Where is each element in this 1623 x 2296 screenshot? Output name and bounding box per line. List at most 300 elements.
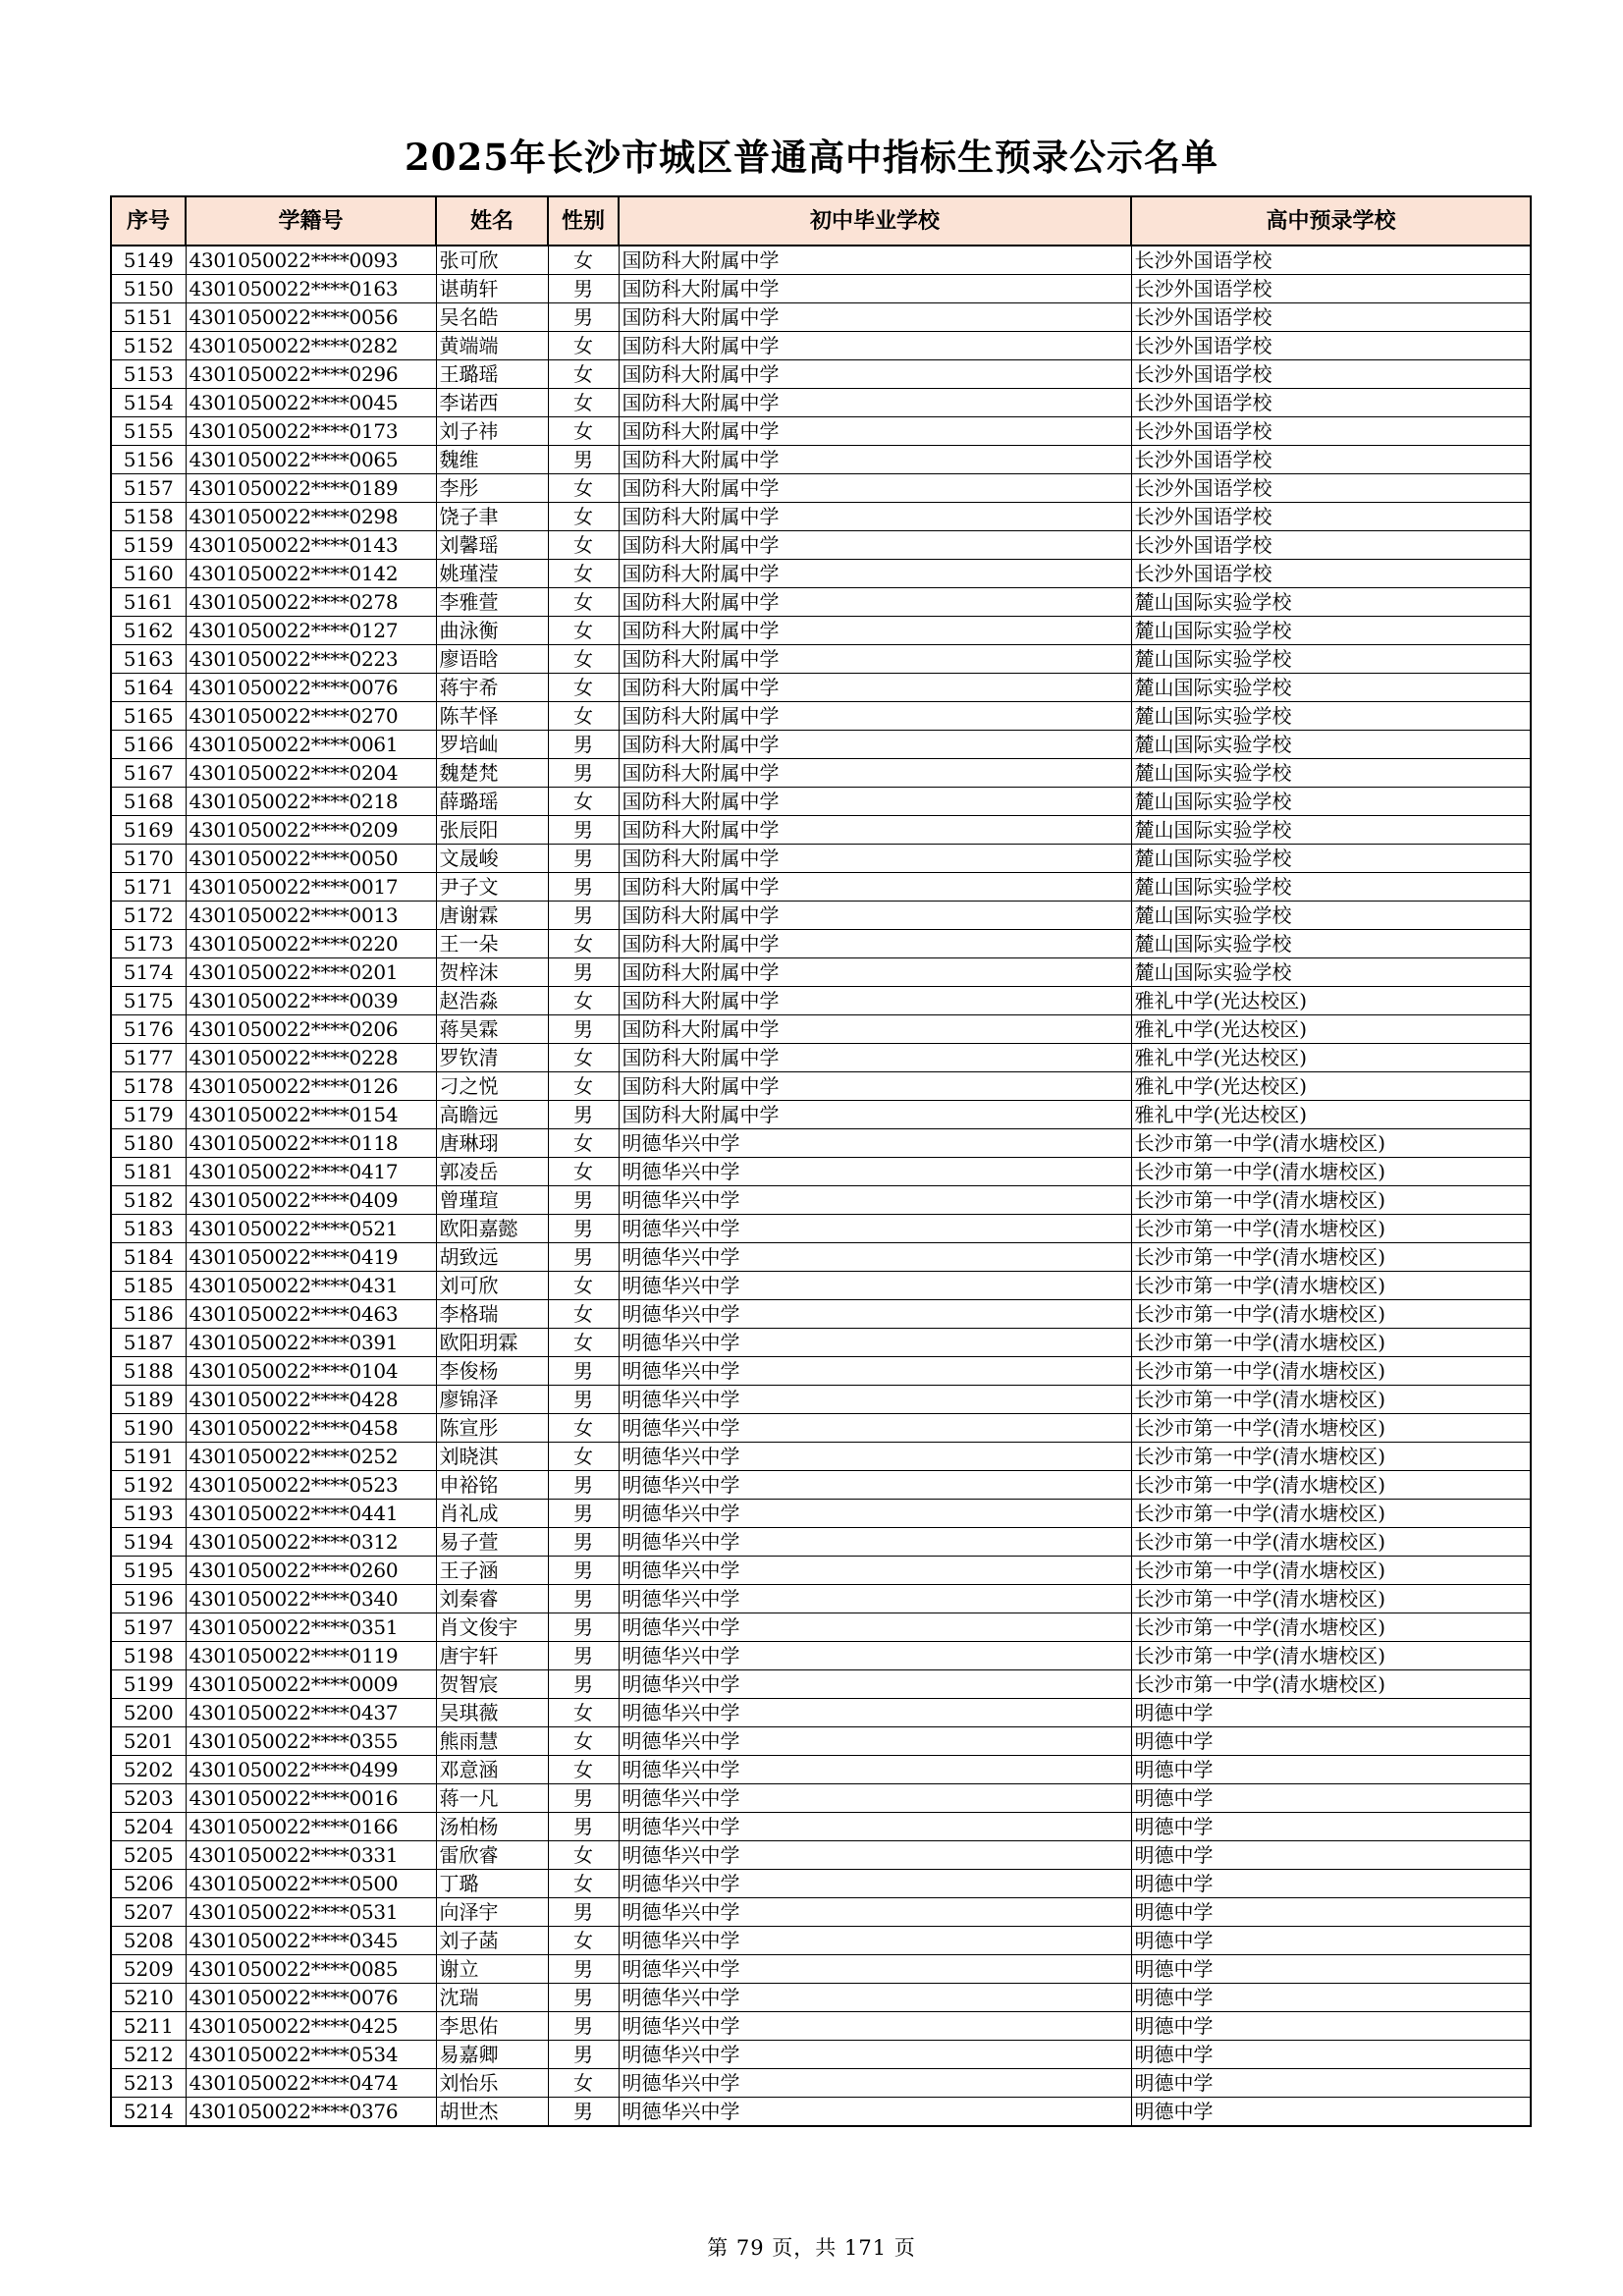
cell-seq: 5191	[111, 1443, 186, 1471]
table-header-row	[111, 196, 1531, 246]
cell-name: 蒋昊霖	[436, 1015, 548, 1044]
cell-name: 熊雨慧	[436, 1727, 548, 1756]
cell-seq: 5168	[111, 788, 186, 816]
cell-gender: 女	[548, 1699, 619, 1727]
cell-student-id: 4301050022****0127	[186, 617, 436, 645]
cell-junior-school: 明德华兴中学	[619, 1129, 1131, 1158]
cell-seq: 5197	[111, 1613, 186, 1642]
cell-seq: 5151	[111, 303, 186, 332]
cell-seq: 5188	[111, 1357, 186, 1386]
cell-name: 李格瑞	[436, 1300, 548, 1329]
cell-junior-school: 国防科大附属中学	[619, 531, 1131, 560]
table-row	[111, 702, 1531, 731]
cell-student-id: 4301050022****0061	[186, 731, 436, 759]
table-row	[111, 1528, 1531, 1557]
cell-name: 文晟峻	[436, 845, 548, 873]
cell-junior-school: 国防科大附属中学	[619, 503, 1131, 531]
cell-senior-school: 长沙外国语学校	[1131, 417, 1531, 446]
cell-seq: 5184	[111, 1243, 186, 1272]
cell-seq: 5157	[111, 474, 186, 503]
cell-student-id: 4301050022****0142	[186, 560, 436, 588]
cell-gender: 男	[548, 1670, 619, 1699]
table-row	[111, 474, 1531, 503]
cell-senior-school: 雅礼中学(光达校区)	[1131, 987, 1531, 1015]
cell-junior-school: 国防科大附属中学	[619, 731, 1131, 759]
table-row	[111, 1386, 1531, 1414]
cell-name: 刘怡乐	[436, 2069, 548, 2098]
cell-student-id: 4301050022****0499	[186, 1756, 436, 1784]
cell-student-id: 4301050022****0126	[186, 1072, 436, 1101]
cell-name: 李俊杨	[436, 1357, 548, 1386]
table-row	[111, 617, 1531, 645]
cell-gender: 女	[548, 1414, 619, 1443]
cell-senior-school: 长沙外国语学校	[1131, 446, 1531, 474]
cell-gender: 女	[548, 588, 619, 617]
cell-name: 肖礼成	[436, 1500, 548, 1528]
cell-senior-school: 长沙市第一中学(清水塘校区)	[1131, 1243, 1531, 1272]
cell-gender: 女	[548, 2069, 619, 2098]
cell-gender: 男	[548, 1642, 619, 1670]
cell-gender: 男	[548, 1101, 619, 1129]
cell-name: 沈瑞	[436, 1984, 548, 2012]
cell-student-id: 4301050022****0298	[186, 503, 436, 531]
cell-gender: 男	[548, 2098, 619, 2127]
cell-gender: 男	[548, 902, 619, 930]
cell-name: 薛璐瑶	[436, 788, 548, 816]
cell-student-id: 4301050022****0252	[186, 1443, 436, 1471]
cell-senior-school: 长沙外国语学校	[1131, 303, 1531, 332]
cell-senior-school: 明德中学	[1131, 1955, 1531, 1984]
cell-senior-school: 麓山国际实验学校	[1131, 617, 1531, 645]
cell-junior-school: 国防科大附属中学	[619, 930, 1131, 958]
table-row	[111, 2012, 1531, 2041]
cell-gender: 女	[548, 560, 619, 588]
cell-senior-school: 长沙市第一中学(清水塘校区)	[1131, 1186, 1531, 1215]
cell-gender: 男	[548, 275, 619, 303]
cell-gender: 男	[548, 1015, 619, 1044]
cell-junior-school: 明德华兴中学	[619, 1158, 1131, 1186]
table-row	[111, 930, 1531, 958]
cell-senior-school: 长沙外国语学校	[1131, 474, 1531, 503]
cell-seq: 5192	[111, 1471, 186, 1500]
cell-student-id: 4301050022****0458	[186, 1414, 436, 1443]
cell-name: 向泽宇	[436, 1898, 548, 1927]
cell-student-id: 4301050022****0016	[186, 1784, 436, 1813]
table-row	[111, 1243, 1531, 1272]
cell-student-id: 4301050022****0013	[186, 902, 436, 930]
cell-junior-school: 国防科大附属中学	[619, 845, 1131, 873]
cell-gender: 女	[548, 1443, 619, 1471]
cell-name: 贺梓沫	[436, 958, 548, 987]
table-row	[111, 1898, 1531, 1927]
cell-gender: 男	[548, 759, 619, 788]
table-row	[111, 1186, 1531, 1215]
column-header-seq: 序号	[111, 196, 186, 246]
table-row	[111, 845, 1531, 873]
cell-senior-school: 明德中学	[1131, 1870, 1531, 1898]
cell-name: 魏维	[436, 446, 548, 474]
cell-gender: 女	[548, 389, 619, 417]
cell-junior-school: 明德华兴中学	[619, 1528, 1131, 1557]
cell-gender: 男	[548, 2041, 619, 2069]
cell-name: 肖文俊宇	[436, 1613, 548, 1642]
cell-seq: 5162	[111, 617, 186, 645]
cell-seq: 5150	[111, 275, 186, 303]
table-row	[111, 360, 1531, 389]
cell-junior-school: 明德华兴中学	[619, 1898, 1131, 1927]
cell-seq: 5167	[111, 759, 186, 788]
cell-student-id: 4301050022****0204	[186, 759, 436, 788]
cell-student-id: 4301050022****0076	[186, 674, 436, 702]
cell-student-id: 4301050022****0093	[186, 246, 436, 275]
table-row	[111, 1471, 1531, 1500]
cell-senior-school: 长沙市第一中学(清水塘校区)	[1131, 1329, 1531, 1357]
cell-gender: 女	[548, 1756, 619, 1784]
cell-name: 吴名皓	[436, 303, 548, 332]
cell-student-id: 4301050022****0228	[186, 1044, 436, 1072]
cell-name: 姚瑾滢	[436, 560, 548, 588]
table-row	[111, 1984, 1531, 2012]
cell-senior-school: 麓山国际实验学校	[1131, 674, 1531, 702]
cell-student-id: 4301050022****0441	[186, 1500, 436, 1528]
cell-name: 蒋一凡	[436, 1784, 548, 1813]
cell-junior-school: 国防科大附属中学	[619, 816, 1131, 845]
table-row	[111, 1670, 1531, 1699]
cell-seq: 5196	[111, 1585, 186, 1613]
cell-gender: 女	[548, 645, 619, 674]
cell-seq: 5186	[111, 1300, 186, 1329]
cell-junior-school: 明德华兴中学	[619, 2012, 1131, 2041]
cell-student-id: 4301050022****0260	[186, 1557, 436, 1585]
cell-senior-school: 长沙外国语学校	[1131, 389, 1531, 417]
cell-name: 陈宣彤	[436, 1414, 548, 1443]
cell-seq: 5207	[111, 1898, 186, 1927]
table-row	[111, 2069, 1531, 2098]
table-row	[111, 503, 1531, 531]
cell-seq: 5185	[111, 1272, 186, 1300]
cell-seq: 5201	[111, 1727, 186, 1756]
cell-student-id: 4301050022****0431	[186, 1272, 436, 1300]
cell-name: 刁之悦	[436, 1072, 548, 1101]
table-row	[111, 303, 1531, 332]
cell-name: 申裕铭	[436, 1471, 548, 1500]
table-row	[111, 902, 1531, 930]
table-body	[111, 246, 1531, 2126]
table-row	[111, 1699, 1531, 1727]
cell-student-id: 4301050022****0163	[186, 275, 436, 303]
cell-junior-school: 明德华兴中学	[619, 1756, 1131, 1784]
table-row	[111, 417, 1531, 446]
cell-student-id: 4301050022****0056	[186, 303, 436, 332]
cell-senior-school: 雅礼中学(光达校区)	[1131, 1101, 1531, 1129]
cell-seq: 5158	[111, 503, 186, 531]
cell-seq: 5187	[111, 1329, 186, 1357]
cell-senior-school: 麓山国际实验学校	[1131, 902, 1531, 930]
table-row	[111, 1727, 1531, 1756]
cell-seq: 5166	[111, 731, 186, 759]
cell-student-id: 4301050022****0104	[186, 1357, 436, 1386]
cell-junior-school: 明德华兴中学	[619, 1471, 1131, 1500]
cell-name: 高瞻远	[436, 1101, 548, 1129]
cell-student-id: 4301050022****0428	[186, 1386, 436, 1414]
cell-senior-school: 明德中学	[1131, 2069, 1531, 2098]
cell-gender: 女	[548, 246, 619, 275]
cell-student-id: 4301050022****0351	[186, 1613, 436, 1642]
cell-senior-school: 长沙外国语学校	[1131, 332, 1531, 360]
cell-gender: 男	[548, 1955, 619, 1984]
cell-gender: 男	[548, 446, 619, 474]
cell-name: 李彤	[436, 474, 548, 503]
cell-student-id: 4301050022****0143	[186, 531, 436, 560]
cell-senior-school: 麓山国际实验学校	[1131, 816, 1531, 845]
cell-seq: 5175	[111, 987, 186, 1015]
cell-gender: 男	[548, 1500, 619, 1528]
cell-name: 刘子祎	[436, 417, 548, 446]
table-row	[111, 531, 1531, 560]
table-row	[111, 731, 1531, 759]
table-row	[111, 1414, 1531, 1443]
cell-gender: 男	[548, 2012, 619, 2041]
cell-gender: 男	[548, 958, 619, 987]
cell-student-id: 4301050022****0154	[186, 1101, 436, 1129]
cell-gender: 女	[548, 474, 619, 503]
cell-student-id: 4301050022****0474	[186, 2069, 436, 2098]
cell-gender: 男	[548, 845, 619, 873]
cell-gender: 女	[548, 332, 619, 360]
cell-seq: 5205	[111, 1841, 186, 1870]
cell-seq: 5214	[111, 2098, 186, 2127]
table-row	[111, 1955, 1531, 1984]
table-row	[111, 1015, 1531, 1044]
cell-seq: 5172	[111, 902, 186, 930]
column-header-junior-school: 初中毕业学校	[619, 196, 1131, 246]
table-row	[111, 1585, 1531, 1613]
cell-junior-school: 国防科大附属中学	[619, 1015, 1131, 1044]
cell-seq: 5156	[111, 446, 186, 474]
cell-junior-school: 国防科大附属中学	[619, 958, 1131, 987]
cell-name: 黄端端	[436, 332, 548, 360]
cell-senior-school: 明德中学	[1131, 2041, 1531, 2069]
cell-gender: 男	[548, 1557, 619, 1585]
cell-junior-school: 明德华兴中学	[619, 1642, 1131, 1670]
cell-student-id: 4301050022****0419	[186, 1243, 436, 1272]
cell-seq: 5161	[111, 588, 186, 617]
cell-senior-school: 麓山国际实验学校	[1131, 702, 1531, 731]
cell-name: 廖语晗	[436, 645, 548, 674]
cell-senior-school: 明德中学	[1131, 1784, 1531, 1813]
cell-student-id: 4301050022****0118	[186, 1129, 436, 1158]
cell-seq: 5194	[111, 1528, 186, 1557]
cell-gender: 男	[548, 873, 619, 902]
cell-junior-school: 国防科大附属中学	[619, 474, 1131, 503]
cell-seq: 5181	[111, 1158, 186, 1186]
cell-senior-school: 麓山国际实验学校	[1131, 588, 1531, 617]
cell-gender: 女	[548, 788, 619, 816]
cell-name: 张可欣	[436, 246, 548, 275]
cell-seq: 5208	[111, 1927, 186, 1955]
cell-name: 刘馨瑶	[436, 531, 548, 560]
cell-seq: 5212	[111, 2041, 186, 2069]
table-row	[111, 873, 1531, 902]
cell-seq: 5165	[111, 702, 186, 731]
cell-gender: 女	[548, 1927, 619, 1955]
cell-junior-school: 国防科大附属中学	[619, 588, 1131, 617]
cell-name: 李思佑	[436, 2012, 548, 2041]
cell-senior-school: 明德中学	[1131, 1727, 1531, 1756]
cell-student-id: 4301050022****0218	[186, 788, 436, 816]
cell-junior-school: 国防科大附属中学	[619, 1101, 1131, 1129]
cell-student-id: 4301050022****0282	[186, 332, 436, 360]
cell-senior-school: 长沙外国语学校	[1131, 246, 1531, 275]
cell-seq: 5198	[111, 1642, 186, 1670]
cell-junior-school: 国防科大附属中学	[619, 902, 1131, 930]
cell-junior-school: 明德华兴中学	[619, 1357, 1131, 1386]
cell-student-id: 4301050022****0085	[186, 1955, 436, 1984]
cell-seq: 5179	[111, 1101, 186, 1129]
cell-student-id: 4301050022****0521	[186, 1215, 436, 1243]
cell-senior-school: 长沙市第一中学(清水塘校区)	[1131, 1386, 1531, 1414]
cell-senior-school: 长沙市第一中学(清水塘校区)	[1131, 1642, 1531, 1670]
cell-junior-school: 国防科大附属中学	[619, 759, 1131, 788]
cell-junior-school: 明德华兴中学	[619, 1955, 1131, 1984]
cell-seq: 5189	[111, 1386, 186, 1414]
table-row	[111, 389, 1531, 417]
cell-junior-school: 国防科大附属中学	[619, 617, 1131, 645]
cell-student-id: 4301050022****0173	[186, 417, 436, 446]
table-row	[111, 1813, 1531, 1841]
cell-gender: 男	[548, 816, 619, 845]
cell-seq: 5163	[111, 645, 186, 674]
cell-student-id: 4301050022****0425	[186, 2012, 436, 2041]
cell-gender: 男	[548, 1357, 619, 1386]
cell-student-id: 4301050022****0270	[186, 702, 436, 731]
cell-gender: 男	[548, 1813, 619, 1841]
cell-name: 欧阳嘉懿	[436, 1215, 548, 1243]
cell-seq: 5209	[111, 1955, 186, 1984]
cell-senior-school: 长沙市第一中学(清水塘校区)	[1131, 1129, 1531, 1158]
cell-senior-school: 长沙外国语学校	[1131, 360, 1531, 389]
cell-senior-school: 明德中学	[1131, 1898, 1531, 1927]
cell-name: 郭凌岳	[436, 1158, 548, 1186]
cell-seq: 5155	[111, 417, 186, 446]
cell-senior-school: 明德中学	[1131, 1756, 1531, 1784]
cell-student-id: 4301050022****0189	[186, 474, 436, 503]
cell-junior-school: 明德华兴中学	[619, 1699, 1131, 1727]
cell-gender: 男	[548, 1471, 619, 1500]
cell-junior-school: 国防科大附属中学	[619, 303, 1131, 332]
cell-junior-school: 国防科大附属中学	[619, 788, 1131, 816]
cell-junior-school: 国防科大附属中学	[619, 1072, 1131, 1101]
cell-senior-school: 长沙市第一中学(清水塘校区)	[1131, 1557, 1531, 1585]
cell-name: 唐谢霖	[436, 902, 548, 930]
cell-junior-school: 明德华兴中学	[619, 1585, 1131, 1613]
cell-name: 王子涵	[436, 1557, 548, 1585]
cell-senior-school: 麓山国际实验学校	[1131, 759, 1531, 788]
table-row	[111, 1443, 1531, 1471]
column-header-student-id: 学籍号	[186, 196, 436, 246]
cell-gender: 男	[548, 303, 619, 332]
admission-roster-table	[110, 195, 1532, 2127]
cell-seq: 5174	[111, 958, 186, 987]
cell-name: 张辰阳	[436, 816, 548, 845]
table-row	[111, 1044, 1531, 1072]
cell-junior-school: 明德华兴中学	[619, 1927, 1131, 1955]
cell-gender: 男	[548, 1984, 619, 2012]
table-row	[111, 1101, 1531, 1129]
cell-seq: 5183	[111, 1215, 186, 1243]
table-row	[111, 1756, 1531, 1784]
cell-senior-school: 长沙市第一中学(清水塘校区)	[1131, 1215, 1531, 1243]
cell-junior-school: 明德华兴中学	[619, 1727, 1131, 1756]
table-row	[111, 1072, 1531, 1101]
cell-name: 刘晓淇	[436, 1443, 548, 1471]
cell-senior-school: 长沙市第一中学(清水塘校区)	[1131, 1585, 1531, 1613]
table-row	[111, 816, 1531, 845]
page-number-footer: 第 79 页，共 171 页	[707, 2236, 916, 2260]
cell-senior-school: 长沙市第一中学(清水塘校区)	[1131, 1443, 1531, 1471]
cell-senior-school: 麓山国际实验学校	[1131, 958, 1531, 987]
cell-gender: 女	[548, 503, 619, 531]
cell-name: 尹子文	[436, 873, 548, 902]
cell-senior-school: 麓山国际实验学校	[1131, 930, 1531, 958]
cell-name: 饶子聿	[436, 503, 548, 531]
cell-gender: 女	[548, 702, 619, 731]
cell-student-id: 4301050022****0119	[186, 1642, 436, 1670]
cell-junior-school: 国防科大附属中学	[619, 560, 1131, 588]
cell-student-id: 4301050022****0220	[186, 930, 436, 958]
cell-junior-school: 明德华兴中学	[619, 1186, 1131, 1215]
cell-junior-school: 明德华兴中学	[619, 1300, 1131, 1329]
cell-senior-school: 明德中学	[1131, 1841, 1531, 1870]
cell-name: 罗培屾	[436, 731, 548, 759]
cell-name: 陈芊怿	[436, 702, 548, 731]
column-header-name: 姓名	[436, 196, 548, 246]
cell-name: 汤柏杨	[436, 1813, 548, 1841]
cell-seq: 5177	[111, 1044, 186, 1072]
table-row	[111, 987, 1531, 1015]
cell-senior-school: 麓山国际实验学校	[1131, 873, 1531, 902]
cell-gender: 男	[548, 1215, 619, 1243]
cell-seq: 5206	[111, 1870, 186, 1898]
table-row	[111, 332, 1531, 360]
cell-gender: 女	[548, 617, 619, 645]
table-row	[111, 275, 1531, 303]
cell-gender: 女	[548, 1841, 619, 1870]
cell-student-id: 4301050022****0278	[186, 588, 436, 617]
cell-seq: 5190	[111, 1414, 186, 1443]
cell-senior-school: 长沙市第一中学(清水塘校区)	[1131, 1300, 1531, 1329]
cell-seq: 5153	[111, 360, 186, 389]
cell-name: 李雅萱	[436, 588, 548, 617]
cell-gender: 女	[548, 1044, 619, 1072]
cell-junior-school: 国防科大附属中学	[619, 332, 1131, 360]
cell-senior-school: 麓山国际实验学校	[1131, 788, 1531, 816]
cell-gender: 女	[548, 360, 619, 389]
cell-seq: 5160	[111, 560, 186, 588]
cell-senior-school: 明德中学	[1131, 1813, 1531, 1841]
cell-gender: 女	[548, 1329, 619, 1357]
cell-name: 邓意涵	[436, 1756, 548, 1784]
cell-name: 王一朵	[436, 930, 548, 958]
cell-name: 蒋宇希	[436, 674, 548, 702]
cell-seq: 5200	[111, 1699, 186, 1727]
table-row	[111, 1129, 1531, 1158]
cell-seq: 5213	[111, 2069, 186, 2098]
cell-name: 丁璐	[436, 1870, 548, 1898]
cell-student-id: 4301050022****0065	[186, 446, 436, 474]
table-row	[111, 1500, 1531, 1528]
cell-seq: 5164	[111, 674, 186, 702]
